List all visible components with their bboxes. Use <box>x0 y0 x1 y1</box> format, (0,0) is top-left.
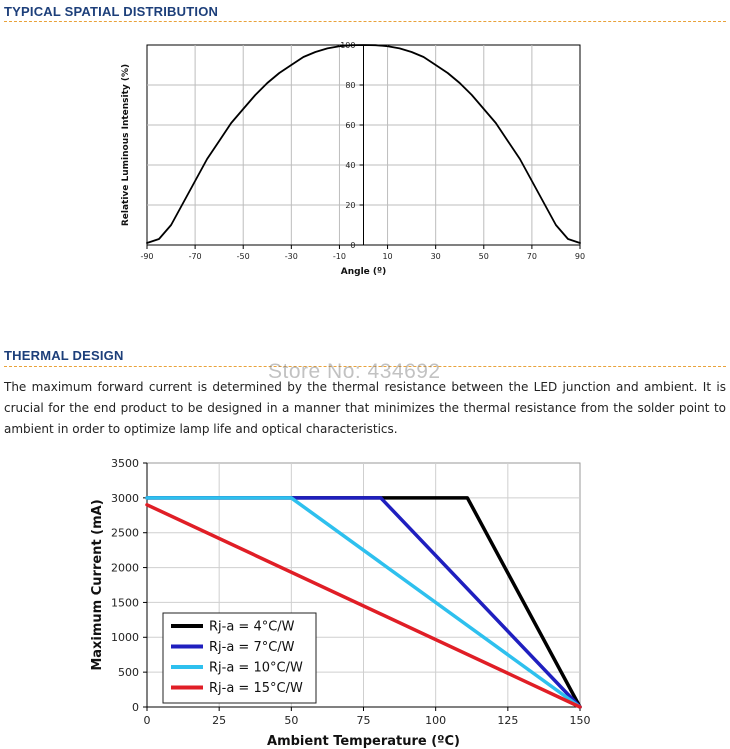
x-tick-label: -90 <box>140 252 154 261</box>
x-tick-label: 150 <box>569 714 591 727</box>
x-tick-label: 25 <box>212 714 227 727</box>
y-tick-label: 500 <box>118 666 139 680</box>
x-tick-label: 0 <box>143 714 151 727</box>
legend-label-2: Rj-a = 10°C/W <box>209 660 303 676</box>
x-tick-label: 125 <box>497 714 519 727</box>
spatial-distribution-chart <box>0 25 730 285</box>
section-divider <box>4 21 726 22</box>
x-tick-label: 50 <box>284 714 299 727</box>
x-tick-label: 100 <box>425 714 447 727</box>
x-tick-label: 90 <box>574 252 586 261</box>
y-axis-label: Maximum Current (mA) <box>90 499 105 671</box>
x-tick-label: -30 <box>284 252 298 261</box>
y-tick-label: 100 <box>340 40 356 50</box>
x-tick-label: 50 <box>478 252 489 261</box>
y-tick-label: 40 <box>345 160 356 170</box>
y-tick-label: 2000 <box>111 561 139 575</box>
legend-label-1: Rj-a = 7°C/W <box>209 640 295 655</box>
x-tick-label: -70 <box>188 252 202 261</box>
y-tick-label: 80 <box>345 80 356 90</box>
y-tick-label: 20 <box>345 200 356 210</box>
y-tick-label: 1000 <box>111 631 139 645</box>
section-title-spatial: TYPICAL SPATIAL DISTRIBUTION <box>4 4 219 19</box>
x-tick-label: 10 <box>382 252 393 261</box>
y-tick-label: 60 <box>345 120 356 130</box>
y-axis-label: Relative Luminous Intensity (%) <box>121 63 131 227</box>
legend-label-3: Rj-a = 15°C/W <box>209 681 303 696</box>
x-tick-label: -50 <box>236 252 250 261</box>
x-tick-label: -10 <box>332 252 346 261</box>
y-tick-label: 3000 <box>111 491 139 505</box>
legend-label-0: Rj-a = 4°C/W <box>209 619 295 635</box>
thermal-description: The maximum forward current is determined by the thermal resistance between the LED junction and ambient. It is crucial for the end product to be designed in a manner that minimizes the thermal resistance from the solder point to ambient in order to optimize lamp life and optical characteristics. <box>4 380 726 436</box>
y-tick-label: 2500 <box>111 526 139 540</box>
x-axis-label: Ambient Temperature (ºC) <box>267 734 460 749</box>
y-tick-label: 1500 <box>111 596 139 610</box>
store-watermark: Store No: 434692 <box>268 360 441 383</box>
y-tick-label: 0 <box>350 240 356 250</box>
y-tick-label: 3500 <box>111 456 139 470</box>
x-axis-label: Angle (º) <box>340 267 387 277</box>
section-title-thermal: THERMAL DESIGN <box>4 348 124 363</box>
thermal-derating-chart <box>0 450 730 749</box>
x-tick-label: 75 <box>356 714 371 727</box>
y-tick-label: 0 <box>132 700 139 714</box>
x-tick-label: 30 <box>430 252 441 261</box>
x-tick-label: 70 <box>526 252 537 261</box>
